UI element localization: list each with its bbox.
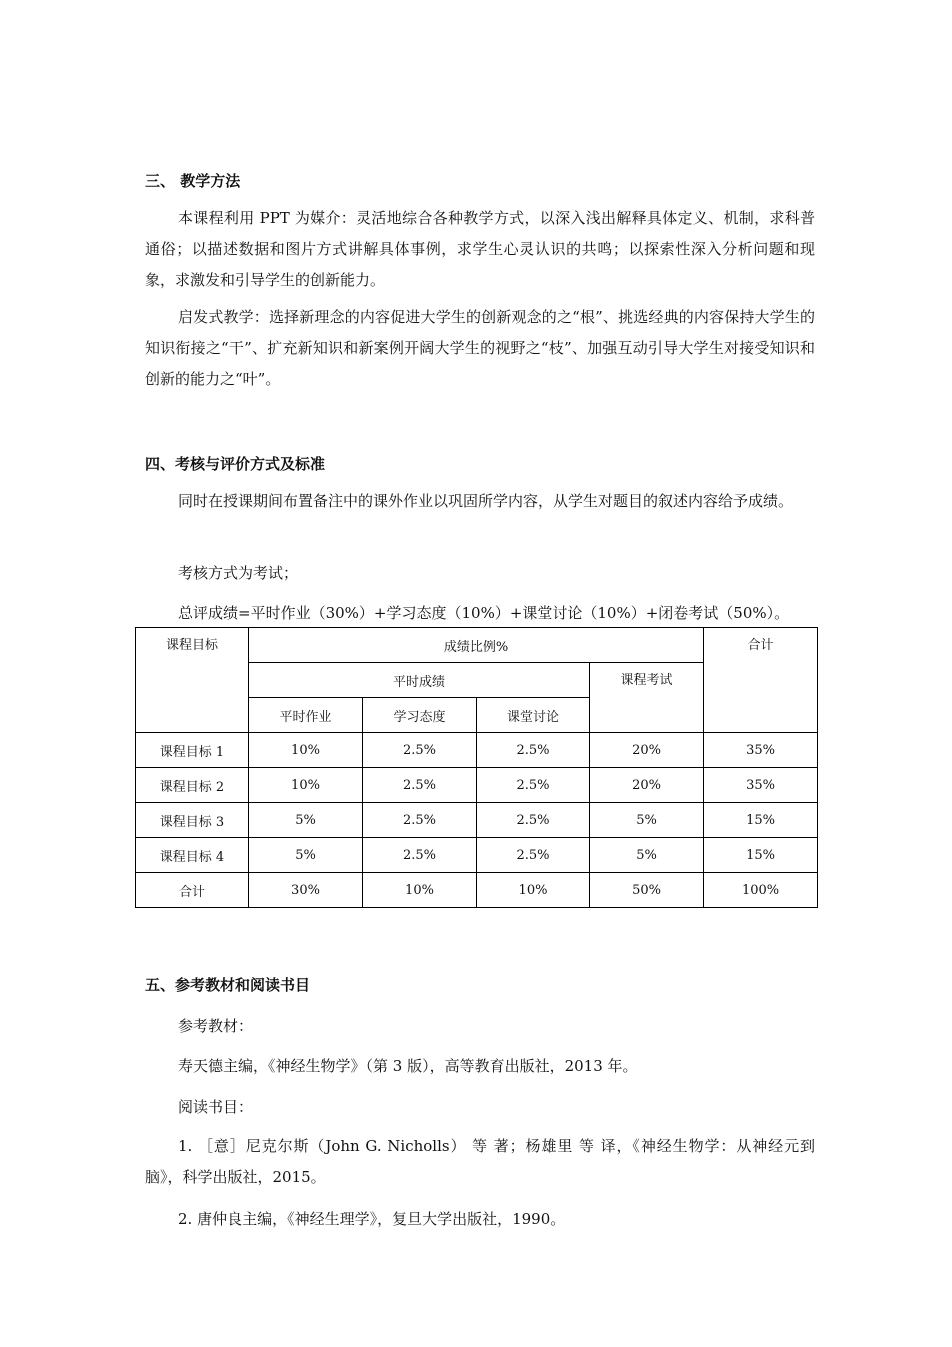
cell-attitude: 2.5% <box>363 733 477 768</box>
cell-goal: 课程目标 4 <box>136 838 249 873</box>
cell-exam: 5% <box>590 838 704 873</box>
section-heading-teaching-methods: 三、 教学方法 <box>145 172 241 190</box>
cell-discussion: 2.5% <box>477 803 590 838</box>
header-grade-ratio: 成绩比例% <box>249 628 704 663</box>
reading-item-2: 2. 唐仲良主编，《神经生理学》，复旦大学出版社，1990。 <box>178 1210 566 1228</box>
cell-homework: 10% <box>249 768 363 803</box>
grade-ratio-table <box>135 627 818 908</box>
exam-method-line: 考核方式为考试； <box>178 564 299 582</box>
header-usual-score: 平时成绩 <box>249 663 590 698</box>
cell-total: 100% <box>704 873 818 908</box>
cell-goal: 课程目标 1 <box>136 733 249 768</box>
cell-total: 15% <box>704 838 818 873</box>
cell-total: 35% <box>704 768 818 803</box>
reading-list-label: 阅读书目： <box>178 1098 254 1116</box>
cell-homework: 30% <box>249 873 363 908</box>
cell-discussion: 2.5% <box>477 838 590 873</box>
textbook-entry: 寿天德主编，《神经生物学》（第 3 版），高等教育出版社，2013 年。 <box>178 1057 638 1075</box>
cell-homework: 5% <box>249 803 363 838</box>
paragraph-homework: 同时在授课期间布置备注中的课外作业以巩固所学内容，从学生对题目的叙述内容给予成绩。 <box>178 492 794 510</box>
cell-attitude: 10% <box>363 873 477 908</box>
header-total: 合计 <box>704 628 818 733</box>
cell-attitude: 2.5% <box>363 768 477 803</box>
header-course-exam: 课程考试 <box>590 663 704 733</box>
table-row <box>136 733 818 768</box>
cell-exam: 20% <box>590 768 704 803</box>
cell-exam: 20% <box>590 733 704 768</box>
cell-homework: 10% <box>249 733 363 768</box>
cell-discussion: 2.5% <box>477 768 590 803</box>
header-course-goal: 课程目标 <box>136 628 249 733</box>
cell-total: 15% <box>704 803 818 838</box>
cell-goal: 课程目标 2 <box>136 768 249 803</box>
header-discussion: 课堂讨论 <box>477 698 590 733</box>
cell-attitude: 2.5% <box>363 803 477 838</box>
table-header-row <box>136 628 818 663</box>
paragraph-ppt-method: 本课程利用 PPT 为媒介：灵活地综合各种教学方式，以深入浅出解释具体定义、机制，求科普通俗；以描述数据和图片方式讲解具体事例，求学生心灵认识的共鸣；以探索性深入分析问题和现象，求激发和引导学生的创新能力。 <box>145 209 815 289</box>
section-heading-assessment: 四、考核与评价方式及标准 <box>145 455 326 473</box>
paragraph-heuristic-teaching: 启发式教学：选择新理念的内容促进大学生的创新观念的之“根”、挑选经典的内容保持大学生的知识衔接之“干”、扩充新知识和新案例开阔大学生的视野之“枝”、加强互动引导大学生对接受知识和创新的能力之“叶”。 <box>145 308 815 388</box>
cell-discussion: 10% <box>477 873 590 908</box>
table-row <box>136 803 818 838</box>
cell-homework: 5% <box>249 838 363 873</box>
grade-formula-line: 总评成绩=平时作业（30%）+学习态度（10%）+课堂讨论（10%）+闭卷考试（50%）。 <box>178 604 790 622</box>
textbook-label: 参考教材： <box>178 1017 254 1035</box>
cell-discussion: 2.5% <box>477 733 590 768</box>
table-row-total <box>136 873 818 908</box>
section-heading-references: 五、参考教材和阅读书目 <box>145 976 311 994</box>
cell-exam: 5% <box>590 803 704 838</box>
cell-exam: 50% <box>590 873 704 908</box>
header-homework: 平时作业 <box>249 698 363 733</box>
cell-goal: 课程目标 3 <box>136 803 249 838</box>
cell-goal: 合计 <box>136 873 249 908</box>
header-attitude: 学习态度 <box>363 698 477 733</box>
table-row <box>136 838 818 873</box>
cell-total: 35% <box>704 733 818 768</box>
cell-attitude: 2.5% <box>363 838 477 873</box>
reading-item-1: 1. ［意］尼克尔斯（John G. Nicholls） 等 著；杨雄里 等 译，《神经生物学：从神经元到脑》，科学出版社，2015。 <box>145 1137 815 1186</box>
table-row <box>136 768 818 803</box>
